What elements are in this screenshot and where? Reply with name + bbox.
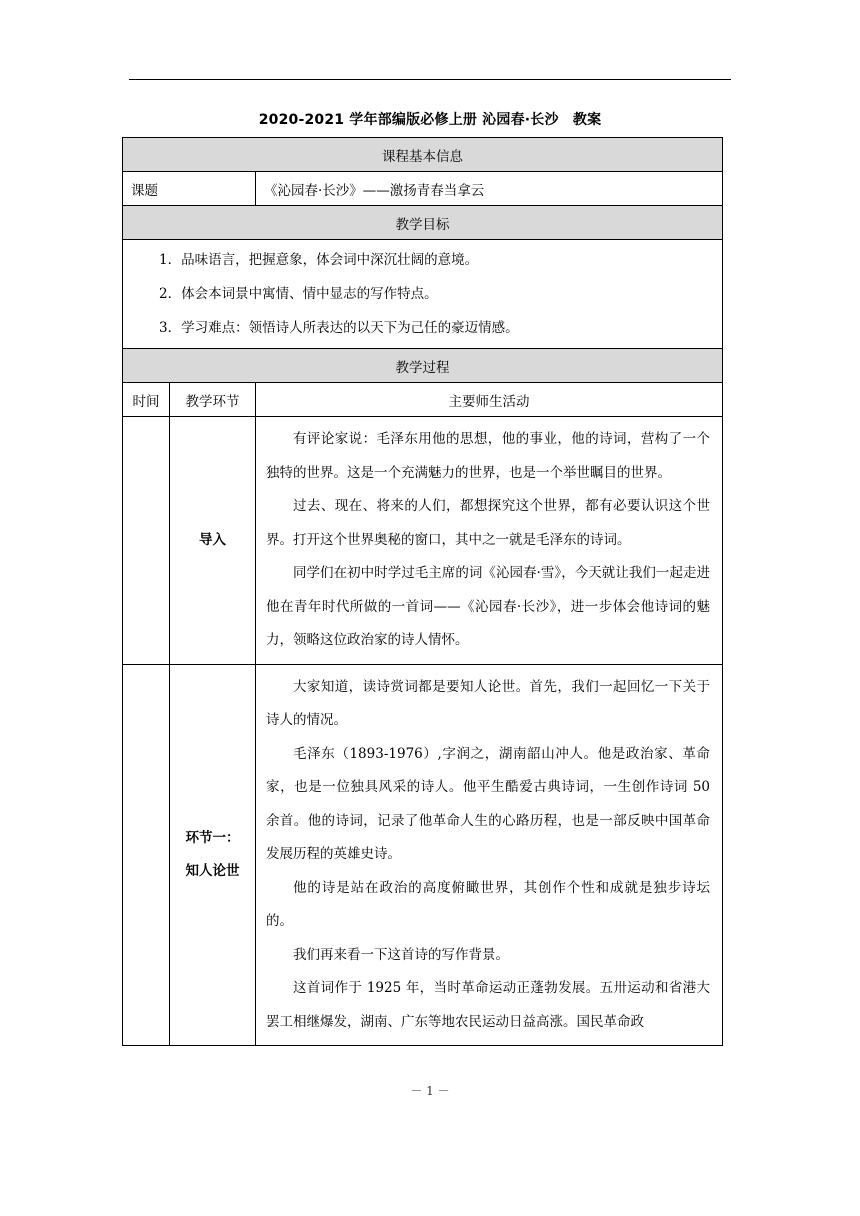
col-header-time: 时间 bbox=[123, 383, 170, 417]
row-stage-cell bbox=[170, 664, 256, 1046]
col-header-activity: 主要师生活动 bbox=[256, 383, 723, 417]
activity-paragraph: 大家知道，读诗赏词都是要知人论世。首先，我们一起回忆一下关于诗人的情况。 bbox=[266, 678, 711, 728]
section-basic-info: 课程基本信息 bbox=[123, 138, 723, 172]
topic-label: 课题 bbox=[123, 172, 256, 206]
activity-paragraph: 同学们在初中时学过毛主席的词《沁园春·雪》，今天就让我们一起走进他在青年时代所做的一首词——《沁园春·长沙》，进一步体会他诗词的魅力，领略这位政治家的诗人情怀。 bbox=[266, 565, 711, 648]
row-activity-cell bbox=[256, 417, 723, 665]
row-time-cell bbox=[123, 417, 170, 665]
goals-cell bbox=[123, 240, 723, 349]
goal-item: 3．学习难点：领悟诗人所表达的以天下为己任的豪迈情感。 bbox=[159, 320, 519, 336]
col-header-stage: 教学环节 bbox=[170, 383, 256, 417]
section-process: 教学过程 bbox=[123, 349, 723, 383]
lesson-plan-table bbox=[122, 137, 723, 1046]
goal-item: 2．体会本词景中寓情、情中显志的写作特点。 bbox=[159, 286, 438, 302]
topic-value: 《沁园春·长沙》——激扬青春当拿云 bbox=[256, 172, 723, 206]
header-rule bbox=[129, 79, 731, 80]
goal-item: 1．品味语言，把握意象，体会词中深沉壮阔的意境。 bbox=[159, 252, 479, 268]
activity-paragraph: 过去、现在、将来的人们，都想探究这个世界，都有必要认识这个世界。打开这个世界奥秘的窗口，其中之一就是毛泽东的诗词。 bbox=[266, 498, 711, 548]
row-stage-cell bbox=[170, 417, 256, 665]
activity-paragraph: 毛泽东（1893-1976）,字润之，湖南韶山冲人。他是政治家、革命家，也是一位独具风采的诗人。他平生酷爱古典诗词，一生创作诗词 50 余首。他的诗词，记录了他革命人生的心路历程，也是一部反映中国革命发展历程的英雄史诗。 bbox=[266, 745, 711, 862]
section-goals: 教学目标 bbox=[123, 206, 723, 240]
stage-label: 环节一：知人论世 bbox=[185, 829, 240, 879]
document-title: 2020-2021 学年部编版必修上册 沁园春·长沙 教案 bbox=[258, 112, 602, 128]
row-time-cell bbox=[123, 664, 170, 1046]
stage-label: 导入 bbox=[199, 531, 226, 548]
page-number: － 1 － bbox=[410, 1084, 450, 1098]
activity-paragraph: 有评论家说：毛泽东用他的思想，他的事业，他的诗词，营构了一个独特的世界。这是一个充满魅力的世界，也是一个举世瞩目的世界。 bbox=[266, 431, 711, 481]
row-activity-cell bbox=[256, 664, 723, 1046]
activity-paragraph: 我们再来看一下这首诗的写作背景。 bbox=[293, 946, 509, 963]
activity-paragraph: 这首词作于 1925 年，当时革命运动正蓬勃发展。五卅运动和省港大罢工相继爆发，湖南、广东等地农民运动日益高涨。国民革命政 bbox=[266, 980, 711, 1030]
activity-paragraph: 他的诗是站在政治的高度俯瞰世界，其创作个性和成就是独步诗坛的。 bbox=[266, 879, 711, 929]
